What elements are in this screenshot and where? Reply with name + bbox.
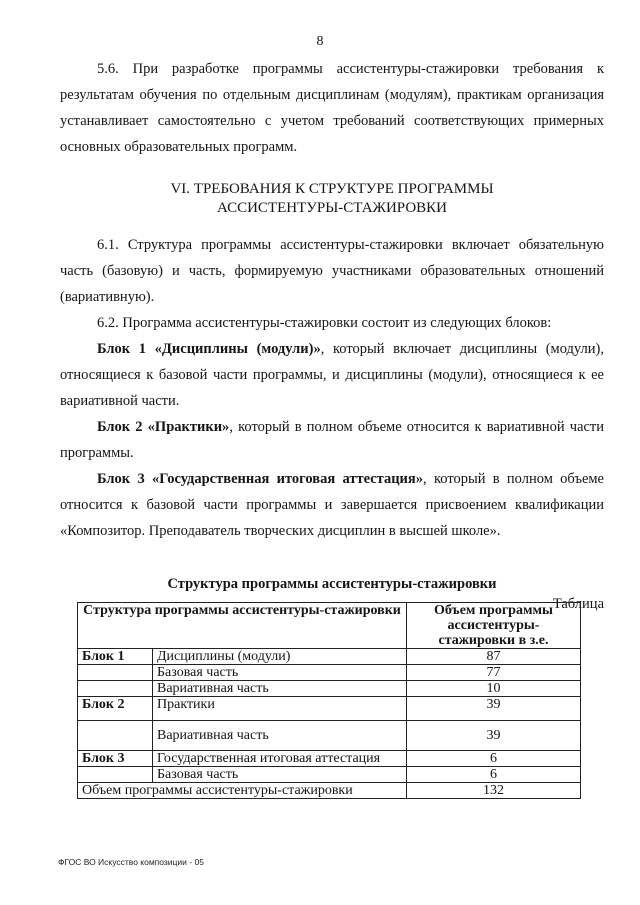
name-cell: Базовая часть — [153, 767, 407, 783]
paragraph-lead: Блок 2 «Практики» — [97, 419, 230, 435]
document-body — [60, 56, 604, 614]
table-header-row — [78, 603, 581, 649]
value-cell: 6 — [407, 751, 581, 767]
section-heading — [60, 180, 604, 218]
name-cell: Вариативная часть — [153, 681, 407, 697]
paragraph-lead: Блок 1 «Дисциплины (модули)» — [97, 341, 321, 357]
header-structure: Структура программы ассистентуры-стажировки — [78, 603, 407, 649]
paragraph-text: 6.2. Программа ассистентуры-стажировки состоит из следующих блоков: — [97, 315, 552, 331]
name-cell: Государственная итоговая аттестация — [153, 751, 407, 767]
paragraph-5-6 — [60, 56, 604, 160]
block-cell — [78, 665, 153, 681]
table-row — [78, 665, 581, 681]
table-label: Таблица — [552, 596, 604, 612]
header-volume: Объем программы ассистентуры-стажировки в з.е. — [407, 603, 581, 649]
paragraph-text: 6.1. Структура программы ассистентуры-стажировки включает обязательную часть (базовую) и часть, формируемую участниками образовательных отношений (вариативную). — [60, 237, 604, 305]
footer-text: ФГОС ВО Искусство композиции - 05 — [58, 857, 204, 867]
section-heading-line1: VI. ТРЕБОВАНИЯ К СТРУКТУРЕ ПРОГРАММЫ — [170, 181, 494, 197]
table-total-row — [78, 783, 581, 799]
paragraph-text: , который в полном объеме относится к базовой части программы и завершается присвоением квалификации «Композитор. Преподаватель творческих дисциплин в высшей школе». — [60, 471, 604, 539]
paragraph-block-2 — [60, 414, 604, 466]
section-heading-line2: АССИСТЕНТУРЫ-СТАЖИРОВКИ — [216, 200, 448, 216]
table-row — [78, 697, 581, 721]
total-value: 132 — [407, 783, 581, 799]
paragraph-block-1 — [60, 336, 604, 414]
page-number: 8 — [316, 34, 324, 49]
paragraph-text: , который включает дисциплины (модули), относящиеся к базовой части программы, и дисциплины (модули), относящиеся к ее вариативной части. — [60, 341, 604, 409]
value-cell: 39 — [407, 721, 581, 751]
table-row — [78, 721, 581, 751]
value-cell: 39 — [407, 697, 581, 721]
value-cell: 77 — [407, 665, 581, 681]
structure-table — [77, 602, 581, 799]
paragraph-6-1 — [60, 232, 604, 310]
value-cell: 6 — [407, 767, 581, 783]
table-row — [78, 681, 581, 697]
value-cell: 87 — [407, 649, 581, 665]
table-row — [78, 649, 581, 665]
paragraph-text: 5.6. При разработке программы ассистентуры-стажировки требования к результатам обучения по отдельным дисциплинам (модулям), практикам организация устанавливает самостоятельно с учетом требований соответствующих примерных основных образовательных программ. — [60, 61, 604, 155]
paragraph-block-3 — [60, 466, 604, 544]
block-cell: Блок 3 — [78, 751, 153, 767]
name-cell: Дисциплины (модули) — [153, 649, 407, 665]
name-cell: Базовая часть — [153, 665, 407, 681]
table-row — [78, 767, 581, 783]
block-cell: Блок 2 — [78, 697, 153, 721]
total-label: Объем программы ассистентуры-стажировки — [78, 783, 407, 799]
paragraph-6-2 — [60, 310, 604, 336]
paragraph-text: , который в полном объеме относится к вариативной части программы. — [60, 419, 604, 461]
paragraph-lead: Блок 3 «Государственная итоговая аттестация» — [97, 471, 424, 487]
table-title: Структура программы ассистентуры-стажировки — [167, 576, 497, 592]
block-cell — [78, 681, 153, 697]
value-cell: 10 — [407, 681, 581, 697]
name-cell: Вариативная часть — [153, 721, 407, 751]
table-row — [78, 751, 581, 767]
block-cell: Блок 1 — [78, 649, 153, 665]
block-cell — [78, 721, 153, 751]
name-cell: Практики — [153, 697, 407, 721]
block-cell — [78, 767, 153, 783]
